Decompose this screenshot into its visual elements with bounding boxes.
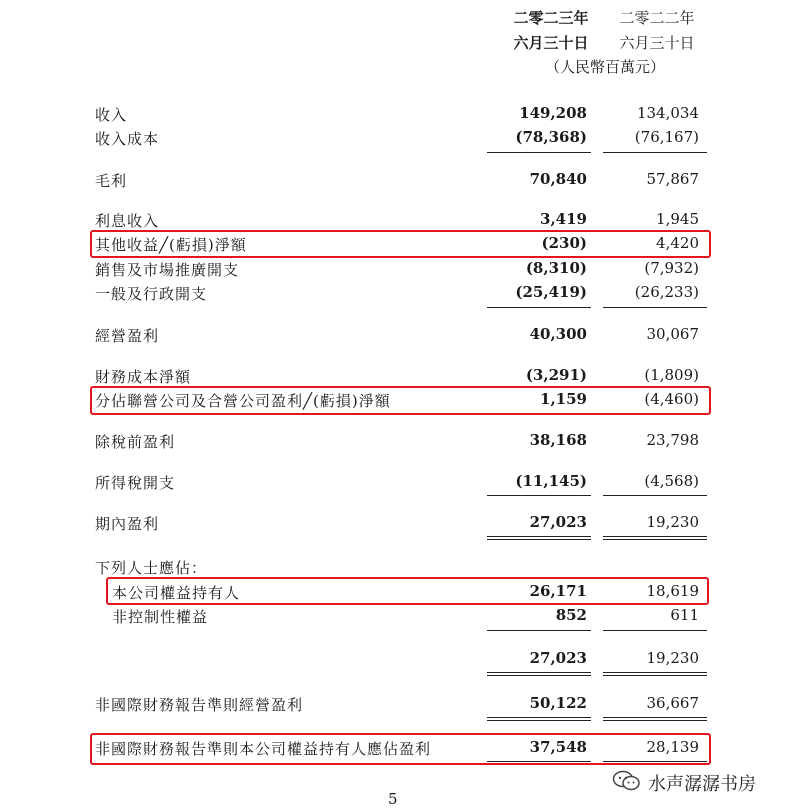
col-2022-year: 二零二二年 — [619, 9, 695, 27]
value-2023: 27,023 — [529, 513, 587, 531]
label: 所得稅開支 — [95, 474, 176, 492]
double-underline — [487, 717, 591, 718]
value-2023: 27,023 — [529, 649, 587, 667]
double-underline — [603, 672, 707, 673]
underline — [603, 495, 707, 496]
value-2023: (78,368) — [515, 128, 587, 146]
value-2023: (25,419) — [515, 283, 587, 301]
label: 財務成本淨額 — [95, 368, 192, 386]
value-2022: (26,233) — [634, 283, 699, 301]
row-profit-before-tax — [0, 431, 793, 453]
label: 銷售及市場推廣開支 — [95, 261, 240, 279]
underline — [487, 495, 591, 496]
col-2023-date: 六月三十日 — [513, 34, 589, 52]
row-subtotal — [0, 649, 793, 671]
value-2022: 23,798 — [646, 431, 699, 449]
underline — [603, 307, 707, 308]
double-underline — [603, 539, 707, 540]
row-operating-profit — [0, 325, 793, 347]
value-2023: (3,291) — [525, 366, 587, 384]
label: 本公司權益持有人 — [112, 584, 241, 602]
row-attributable-heading — [0, 557, 793, 579]
highlight-box-equity-holders — [106, 577, 709, 605]
watermark-text: 水声潺潺书房 — [648, 774, 756, 795]
watermark — [612, 768, 782, 796]
highlight-box-share-of-associates — [90, 386, 711, 415]
row-interest-income — [0, 210, 793, 232]
label: 期內盈利 — [95, 515, 160, 533]
label: 一般及行政開支 — [95, 285, 208, 303]
value-2022: 4,420 — [656, 234, 699, 252]
row-finance-costs — [0, 366, 793, 388]
value-2022: 30,067 — [646, 325, 699, 343]
row-gross-profit — [0, 170, 793, 192]
value-2022: 1,945 — [656, 210, 699, 228]
value-2022: (4,568) — [644, 472, 699, 490]
double-underline — [603, 720, 707, 721]
row-non-controlling — [0, 606, 793, 628]
value-2023: 149,208 — [519, 104, 587, 122]
value-2022: (7,932) — [644, 259, 699, 277]
label: 非控制性權益 — [112, 608, 209, 626]
label: 非國際財務報告準則經營盈利 — [95, 696, 304, 714]
page-number: 5 — [388, 790, 398, 808]
row-selling-marketing — [0, 259, 793, 281]
label: 收入 — [95, 106, 128, 124]
highlight-box-non-ifrs-attributable — [90, 733, 711, 765]
value-2023: 26,171 — [529, 582, 587, 600]
underline — [487, 630, 591, 631]
value-2022: 57,867 — [646, 170, 699, 188]
value-2022: 134,034 — [636, 104, 699, 122]
value-2022: 36,667 — [646, 694, 699, 712]
label: 利息收入 — [95, 212, 160, 230]
label: 除稅前盈利 — [95, 433, 176, 451]
label: 毛利 — [95, 172, 128, 190]
double-underline — [603, 675, 707, 676]
label: 非國際財務報告準則本公司權益持有人應佔盈利 — [95, 740, 432, 758]
label: 下列人士應佔： — [95, 559, 208, 577]
double-underline — [603, 717, 707, 718]
value-2022: (76,167) — [634, 128, 699, 146]
double-underline — [487, 539, 591, 540]
row-income-tax — [0, 472, 793, 494]
value-2023: 37,548 — [529, 738, 587, 756]
value-2023: (8,310) — [525, 259, 587, 277]
row-general-admin — [0, 283, 793, 305]
value-2023: 852 — [555, 606, 587, 624]
highlight-box-other-gains — [90, 230, 711, 258]
value-2023: 3,419 — [540, 210, 587, 228]
unit-label: （人民幣百萬元） — [544, 58, 665, 76]
value-2022: 28,139 — [646, 738, 699, 756]
label: 收入成本 — [95, 130, 160, 148]
double-underline — [487, 720, 591, 721]
underline — [603, 152, 707, 153]
value-2023: 40,300 — [529, 325, 587, 343]
value-2022: 18,619 — [646, 582, 699, 600]
value-2023: (230) — [541, 234, 587, 252]
label: 經營盈利 — [95, 327, 160, 345]
value-2023: (11,145) — [515, 472, 587, 490]
value-2022: 19,230 — [646, 649, 699, 667]
value-2022: (1,809) — [644, 366, 699, 384]
label: 分佔聯營公司及合營公司盈利╱(虧損)淨額 — [95, 392, 391, 410]
value-2023: 70,840 — [529, 170, 587, 188]
underline — [603, 630, 707, 631]
double-underline — [487, 672, 591, 673]
value-2023: 50,122 — [529, 694, 587, 712]
row-non-ifrs-operating — [0, 694, 793, 716]
value-2022: 611 — [670, 606, 699, 624]
double-underline — [603, 536, 707, 537]
value-2023: 38,168 — [529, 431, 587, 449]
underline — [487, 152, 591, 153]
value-2023: 1,159 — [540, 390, 587, 408]
col-2023-year: 二零二三年 — [513, 9, 589, 27]
value-2022: (4,460) — [644, 390, 699, 408]
value-2022: 19,230 — [646, 513, 699, 531]
underline — [487, 307, 591, 308]
wechat-icon — [612, 770, 642, 792]
row-revenue — [0, 104, 793, 126]
row-profit-for-period — [0, 513, 793, 535]
label: 其他收益╱(虧損)淨額 — [95, 236, 247, 254]
double-underline — [487, 675, 591, 676]
double-underline — [487, 536, 591, 537]
col-2022-date: 六月三十日 — [619, 34, 695, 52]
row-cost-of-revenue — [0, 128, 793, 150]
